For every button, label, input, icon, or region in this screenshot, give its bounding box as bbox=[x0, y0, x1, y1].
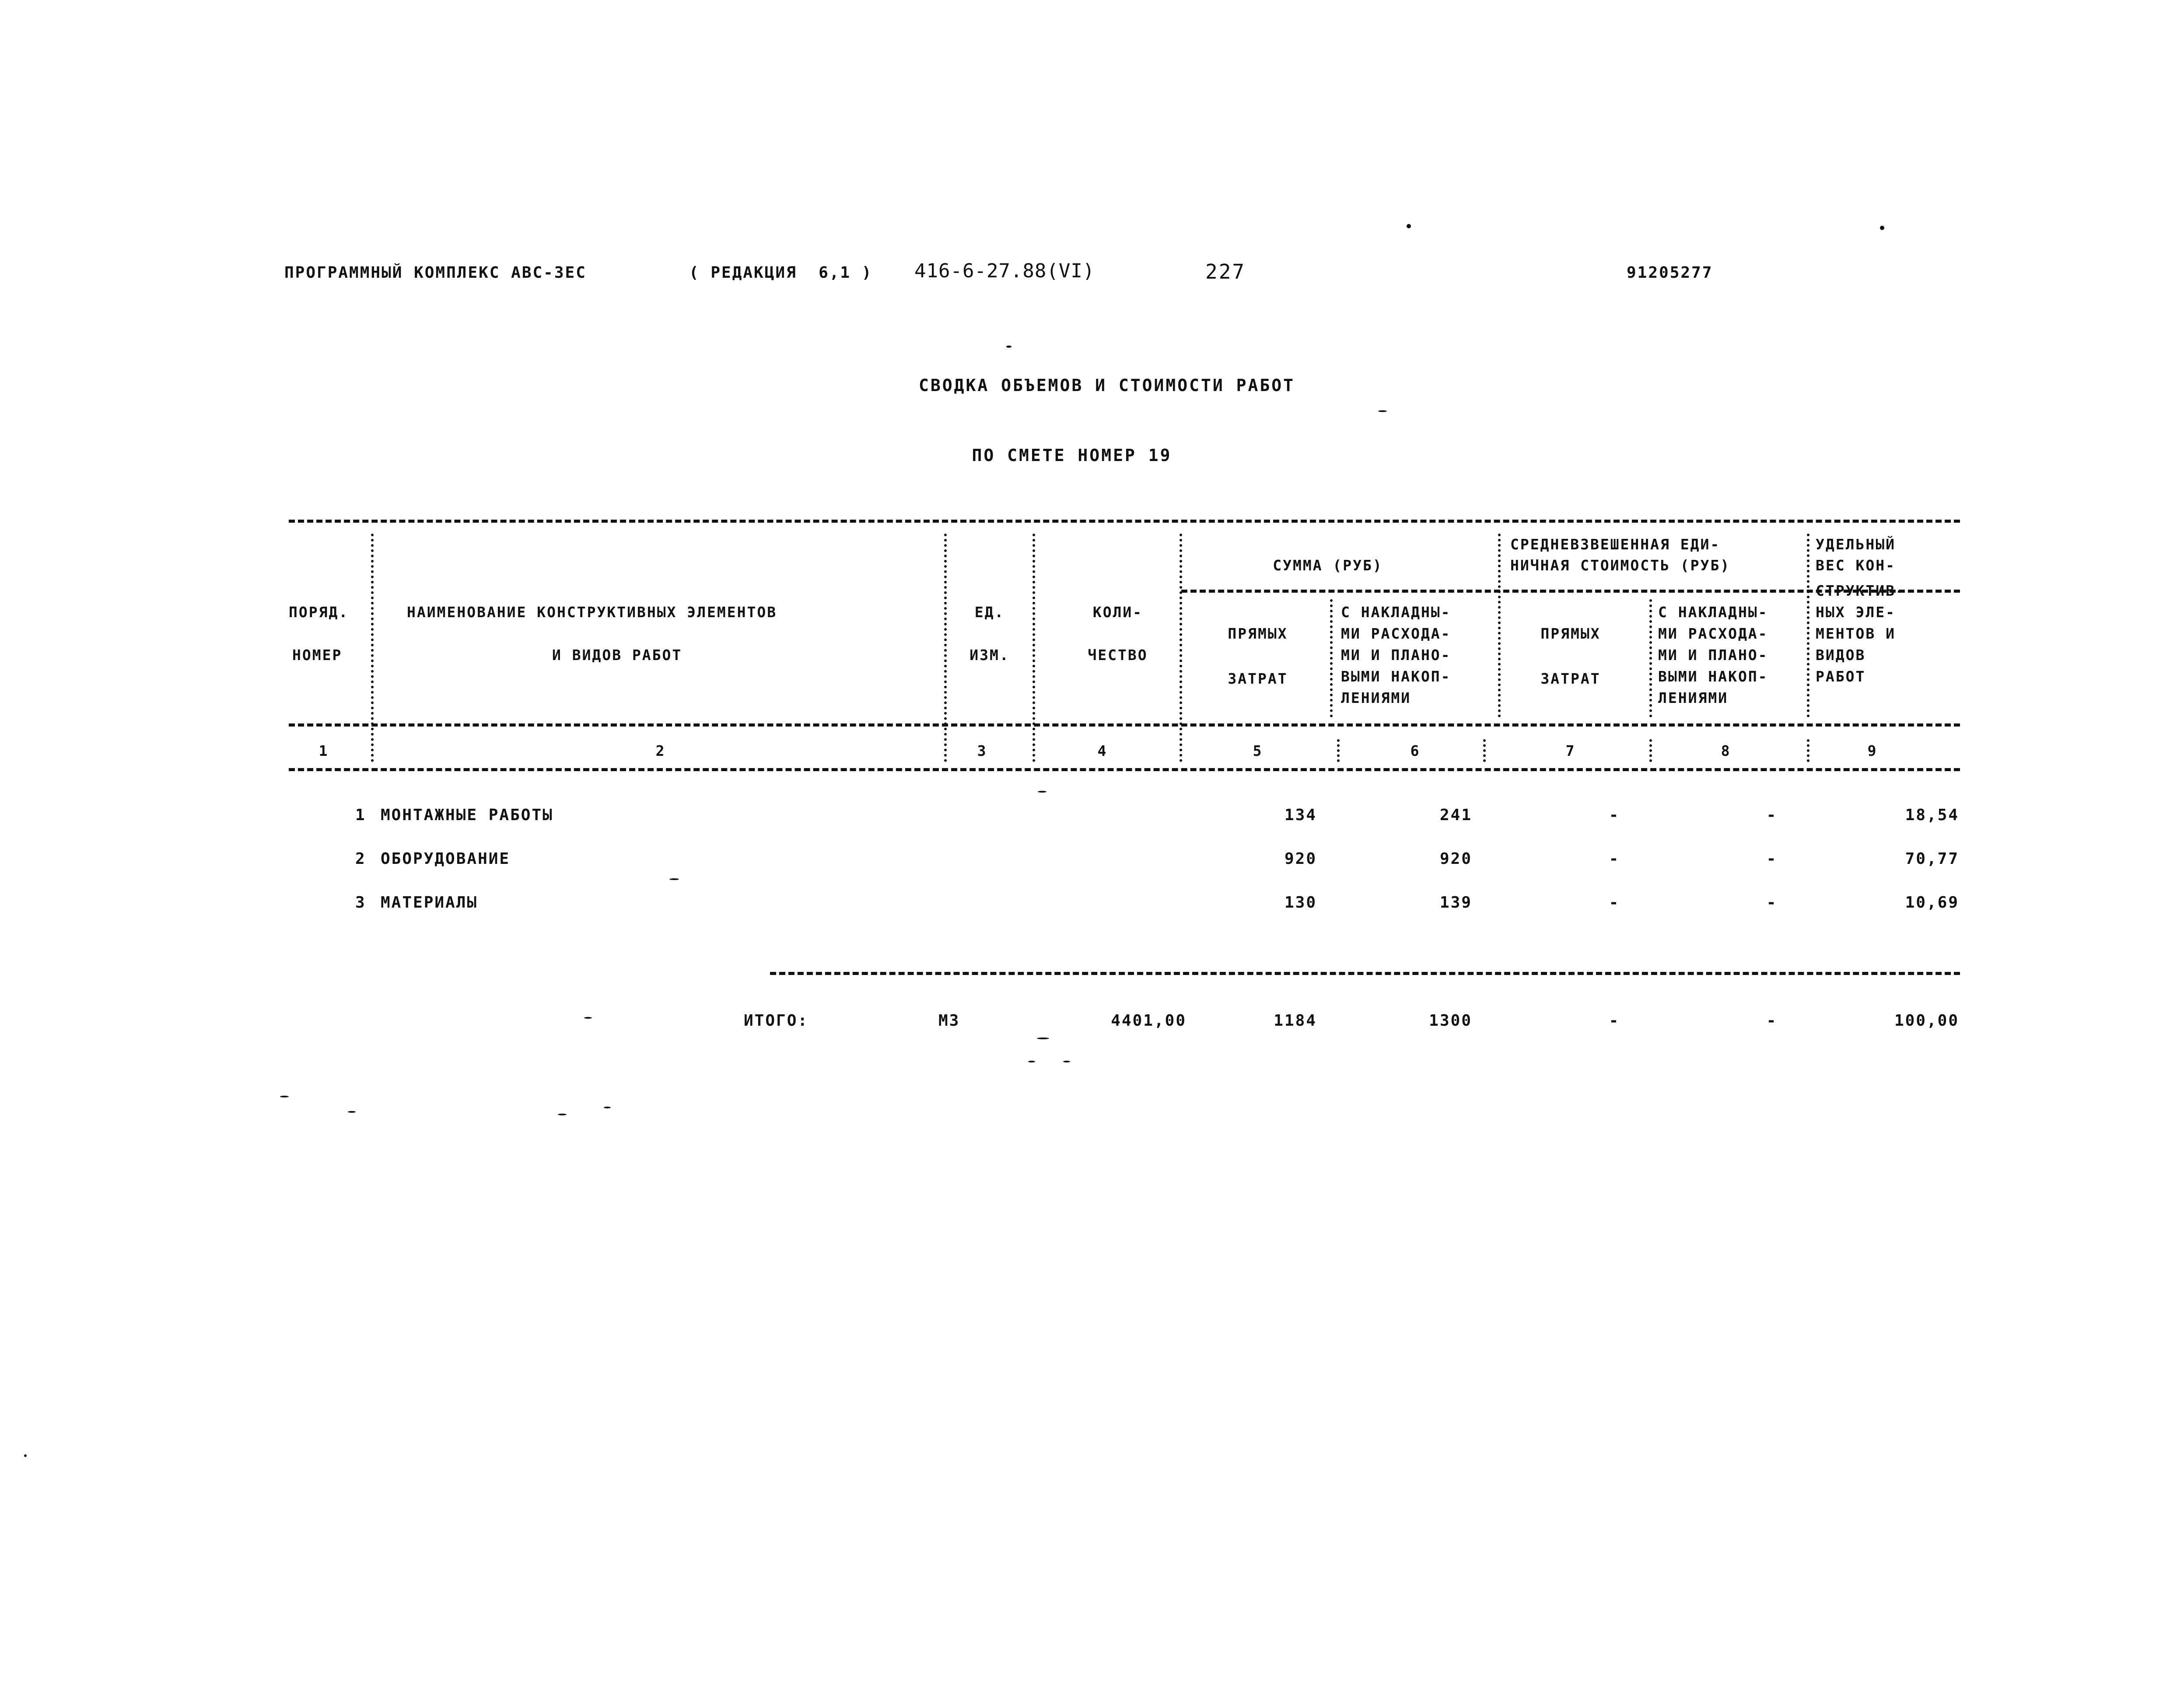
total-quantity: 4401,00 bbox=[1111, 1012, 1186, 1030]
column-separator bbox=[1180, 534, 1182, 762]
col-avg-direct-line2: ЗАТРАТ bbox=[1540, 670, 1601, 687]
scan-speck bbox=[280, 1096, 289, 1097]
scan-speck bbox=[1378, 410, 1387, 412]
col-qty-line1: КОЛИ- bbox=[1092, 604, 1143, 621]
column-separator bbox=[1330, 599, 1333, 717]
scan-speck bbox=[1407, 224, 1411, 228]
row-overhead: 241 bbox=[1439, 806, 1472, 824]
col-direct-line1: ПРЯМЫХ bbox=[1228, 625, 1288, 642]
total-unit: М3 bbox=[938, 1012, 960, 1030]
scan-speck bbox=[1063, 1061, 1070, 1062]
group-avg-line1: СРЕДНЕВЗВЕШЕННАЯ ЕДИ- bbox=[1510, 536, 1721, 553]
column-number-rule bbox=[289, 768, 1960, 771]
row-number: 3 bbox=[355, 894, 366, 912]
column-separator bbox=[1649, 739, 1652, 762]
column-separator bbox=[1807, 739, 1810, 762]
col-direct-line2: ЗАТРАТ bbox=[1228, 670, 1288, 687]
column-separator bbox=[1807, 534, 1810, 717]
row-direct: 134 bbox=[1284, 806, 1317, 824]
col-unit-line1: ЕД. bbox=[974, 604, 1005, 621]
column-separator bbox=[1498, 534, 1501, 717]
col-number-9: 9 bbox=[1867, 742, 1878, 759]
col-weight-line3: СТРУКТИВ- bbox=[1816, 582, 1906, 599]
col-overhead-line5: ЛЕНИЯМИ bbox=[1341, 689, 1411, 706]
col-number-1: 1 bbox=[318, 742, 329, 759]
summary-title: СВОДКА ОБЪЕМОВ И СТОИМОСТИ РАБОТ bbox=[918, 376, 1295, 395]
col-number-4: 4 bbox=[1097, 742, 1108, 759]
total-avg-direct: - bbox=[1609, 1012, 1620, 1030]
column-separator bbox=[944, 534, 947, 762]
col-avg-direct-line1: ПРЯМЫХ bbox=[1540, 625, 1601, 642]
row-weight: 18,54 bbox=[1905, 806, 1959, 824]
scan-speck bbox=[558, 1114, 567, 1115]
scan-speck bbox=[348, 1111, 356, 1113]
row-name: ОБОРУДОВАНИЕ bbox=[381, 850, 511, 868]
scan-speck bbox=[1006, 346, 1012, 348]
row-avg-overhead: - bbox=[1766, 894, 1778, 912]
col-qty-line2: ЧЕСТВО bbox=[1088, 646, 1148, 664]
column-separator bbox=[1649, 599, 1652, 717]
total-avg-overhead: - bbox=[1766, 1012, 1778, 1030]
row-direct: 920 bbox=[1284, 850, 1317, 868]
column-separator bbox=[1032, 534, 1035, 762]
col-number-3: 3 bbox=[977, 742, 987, 759]
col-avg-overhead-line1: С НАКЛАДНЫ- bbox=[1658, 604, 1768, 621]
total-direct: 1184 bbox=[1274, 1012, 1317, 1030]
col-avg-overhead-line2: МИ РАСХОДА- bbox=[1658, 625, 1768, 642]
col-order-line1: ПОРЯД. bbox=[289, 604, 349, 621]
row-overhead: 920 bbox=[1439, 850, 1472, 868]
row-direct: 130 bbox=[1284, 894, 1317, 912]
scan-speck bbox=[669, 878, 679, 880]
col-weight-line1: УДЕЛЬНЫЙ bbox=[1816, 536, 1896, 553]
col-avg-overhead-line4: ВЫМИ НАКОП- bbox=[1658, 668, 1768, 685]
col-overhead-line3: МИ И ПЛАНО- bbox=[1341, 646, 1451, 664]
row-number: 2 bbox=[355, 850, 366, 868]
total-weight: 100,00 bbox=[1894, 1012, 1959, 1030]
col-name-line2: И ВИДОВ РАБОТ bbox=[552, 646, 682, 664]
row-number: 1 bbox=[355, 806, 366, 824]
total-rule bbox=[770, 972, 1960, 975]
col-weight-line2: ВЕС КОН- bbox=[1816, 557, 1896, 574]
col-name-line1: НАИМЕНОВАНИЕ КОНСТРУКТИВНЫХ ЭЛЕМЕНТОВ bbox=[407, 604, 777, 621]
row-avg-direct: - bbox=[1609, 850, 1620, 868]
scan-speck bbox=[24, 1454, 27, 1457]
scan-speck bbox=[1037, 1038, 1049, 1039]
estimate-subtitle: ПО СМЕТЕ НОМЕР 19 bbox=[972, 446, 1172, 465]
page-number: 227 bbox=[1205, 260, 1246, 283]
scan-speck bbox=[584, 1017, 592, 1019]
col-avg-overhead-line5: ЛЕНИЯМИ bbox=[1658, 689, 1729, 706]
row-avg-direct: - bbox=[1609, 894, 1620, 912]
col-overhead-line4: ВЫМИ НАКОП- bbox=[1341, 668, 1451, 685]
scan-speck bbox=[1880, 226, 1884, 230]
col-avg-overhead-line3: МИ И ПЛАНО- bbox=[1658, 646, 1768, 664]
group-avg-line2: НИЧНАЯ СТОИМОСТЬ (РУБ) bbox=[1510, 557, 1731, 574]
col-number-8: 8 bbox=[1721, 742, 1731, 759]
row-avg-overhead: - bbox=[1766, 806, 1778, 824]
row-weight: 70,77 bbox=[1905, 850, 1959, 868]
col-number-6: 6 bbox=[1410, 742, 1421, 759]
column-separator bbox=[1483, 739, 1486, 762]
program-name: ПРОГРАММНЫЙ КОМПЛЕКС АВС-3ЕС bbox=[284, 264, 587, 282]
col-number-7: 7 bbox=[1565, 742, 1576, 759]
col-weight-line6: ВИДОВ bbox=[1816, 646, 1866, 664]
col-weight-line5: МЕНТОВ И bbox=[1816, 625, 1896, 642]
group-sum-header: СУММА (РУБ) bbox=[1273, 557, 1383, 574]
scan-speck bbox=[604, 1107, 611, 1108]
col-number-5: 5 bbox=[1253, 742, 1263, 759]
total-label: ИТОГО: bbox=[744, 1012, 809, 1030]
col-number-2: 2 bbox=[655, 742, 666, 759]
edition: ( РЕДАКЦИЯ 6,1 ) bbox=[689, 264, 873, 282]
col-overhead-line1: С НАКЛАДНЫ- bbox=[1341, 604, 1451, 621]
col-order-line2: НОМЕР bbox=[292, 646, 343, 664]
row-overhead: 139 bbox=[1439, 894, 1472, 912]
col-weight-line4: НЫХ ЭЛЕ- bbox=[1816, 604, 1896, 621]
col-overhead-line2: МИ РАСХОДА- bbox=[1341, 625, 1451, 642]
header-bottom-rule bbox=[289, 723, 1960, 727]
document-number: 91205277 bbox=[1627, 264, 1713, 282]
col-weight-line7: РАБОТ bbox=[1816, 668, 1866, 685]
table-top-rule bbox=[289, 520, 1960, 523]
row-name: МАТЕРИАЛЫ bbox=[381, 894, 478, 912]
total-overhead: 1300 bbox=[1429, 1012, 1472, 1030]
scan-speck bbox=[1028, 1061, 1035, 1062]
row-name: МОНТАЖНЫЕ РАБОТЫ bbox=[381, 806, 553, 824]
column-separator bbox=[371, 534, 374, 762]
scan-speck bbox=[1038, 791, 1046, 793]
col-unit-line2: ИЗМ. bbox=[970, 646, 1010, 664]
row-avg-overhead: - bbox=[1766, 850, 1778, 868]
row-weight: 10,69 bbox=[1905, 894, 1959, 912]
row-avg-direct: - bbox=[1609, 806, 1620, 824]
project-code: 416-6-27.88(VI) bbox=[914, 260, 1095, 282]
column-separator bbox=[1337, 739, 1340, 762]
